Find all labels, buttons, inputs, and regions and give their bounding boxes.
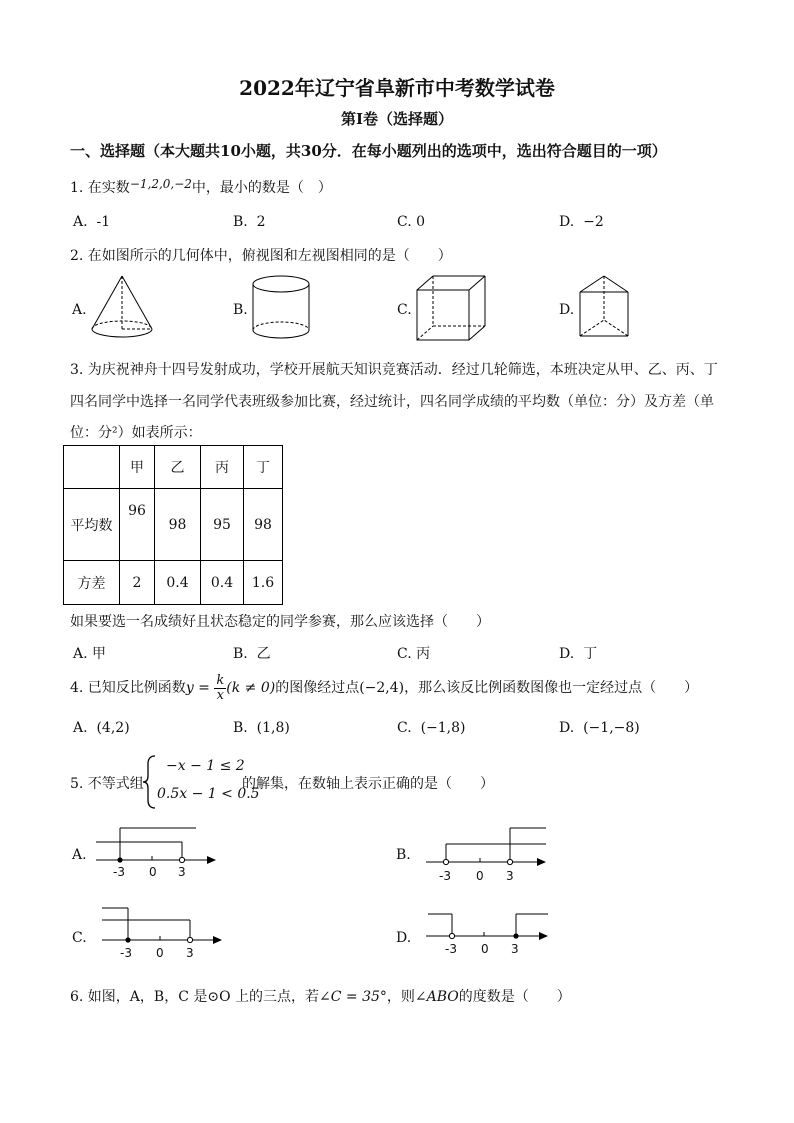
q3-line-2: 四名同学中选择一名同学代表班级参加比赛，经过统计，四名同学成绩的平均数（单位：分）及方差（单 [70, 394, 714, 410]
q6-prefix: 6. 如图，A，B，C 是⊙O 上的三点，若 [70, 989, 320, 1005]
q5-inequality-1: −x − 1 ≤ 2 [166, 758, 245, 774]
table-row-label: 平均数 [64, 489, 120, 561]
table-header-row [64, 446, 283, 489]
q5-option-d-label: D. [396, 930, 412, 946]
q1-option-d: D. −2 [559, 214, 604, 230]
q3-line-1: 3. 为庆祝神舟十四号发射成功，学校开展航天知识竞赛活动．经过几轮筛选，本班决定从甲、乙、丙、丁 [70, 362, 718, 378]
q4-option-d: D. (−1,−8) [559, 720, 640, 736]
tick-label: -3 [120, 946, 132, 960]
q3-line-3: 位：分²）如表所示： [70, 425, 202, 441]
cube-figure [414, 272, 490, 344]
table-cell: 1.6 [244, 561, 283, 605]
tick-label: 3 [506, 869, 514, 883]
tick-label: -3 [439, 869, 451, 883]
q1-option-a: A. -1 [73, 214, 111, 230]
table-row-variance [64, 561, 283, 605]
q6-angle: ∠C = 35° [319, 989, 387, 1005]
hollow-dot [449, 933, 454, 938]
q1-option-c: C. 0 [397, 214, 426, 230]
q5-option-b-label: B. [396, 847, 411, 863]
q2-option-c-label: C. [397, 302, 412, 318]
table-row-label: 方差 [64, 561, 120, 605]
q4-numerator: k [216, 672, 225, 688]
q6-suffix: 的度数是（ ） [458, 989, 571, 1005]
table-cell: 98 [244, 489, 283, 561]
number-line-c [100, 904, 230, 950]
q4-option-a: A. (4,2) [73, 720, 130, 736]
tick-label: 3 [186, 946, 194, 960]
q5-suffix: 的解集，在数轴上表示正确的是（ ） [242, 776, 494, 792]
section-heading: 一、选择题（本大题共10小题，共30分．在每小题列出的选项中，选出符合题目的一项） [70, 142, 667, 160]
q4-option-c: C. (−1,8) [397, 720, 466, 736]
solid-dot [125, 937, 130, 942]
table-cell: 95 [201, 489, 244, 561]
hollow-dot [507, 859, 512, 864]
tick-label: 0 [481, 942, 489, 956]
table-cell: 96 [120, 489, 155, 561]
solid-dot [117, 857, 122, 862]
table-cell: 0.4 [155, 561, 201, 605]
q4-mid: 的图像经过点 [275, 680, 360, 696]
tick-label: 0 [156, 946, 164, 960]
solid-dot [513, 933, 518, 938]
q3-option-d: D. 丁 [559, 646, 598, 662]
q4-suffix: ，那么该反比例函数图像也一定经过点（ ） [404, 680, 699, 696]
page-subtitle: 第I卷（选择题） [340, 110, 454, 128]
table-cell [64, 446, 120, 489]
q6-angle-abo: ∠ABO [414, 989, 459, 1005]
tick-label: -3 [445, 942, 457, 956]
q4-point: (−2,4) [359, 680, 405, 696]
q1-option-b: B. 2 [233, 214, 266, 230]
table-header-yi: 乙 [155, 446, 201, 489]
q3-after-table: 如果要选一名成绩好且状态稳定的同学参赛，那么应该选择（ ） [70, 614, 490, 630]
page-title: 2022年辽宁省阜新市中考数学试卷 [239, 76, 555, 100]
q5-option-c-label: C. [72, 930, 87, 946]
q2-option-b-label: B. [233, 302, 248, 318]
table-cell: 0.4 [201, 561, 244, 605]
q1-numbers: −1,2,0,−2 [129, 177, 192, 191]
tick-label: -3 [113, 865, 125, 879]
number-line-d [424, 904, 554, 944]
q5-inequality-2: 0.5x − 1 < 0.5 [157, 786, 260, 802]
table-header-ding: 丁 [244, 446, 283, 489]
tick-label: 3 [178, 865, 186, 879]
q1-prefix: 1. 在实数 [70, 180, 130, 196]
cone-figure [88, 272, 158, 344]
question-6 [70, 986, 571, 1006]
q1-suffix: 中，最小的数是（ ） [191, 180, 332, 196]
tick-label: 0 [149, 865, 157, 879]
tick-label: 3 [511, 942, 519, 956]
question-4 [70, 670, 698, 710]
score-table [63, 445, 283, 605]
q4-fraction [214, 674, 226, 703]
table-cell: 98 [155, 489, 201, 561]
q4-prefix: 4. 已知反比例函数 [70, 680, 186, 696]
table-row-average [64, 489, 283, 561]
q3-option-c: C. 丙 [397, 646, 431, 662]
prism-figure [576, 272, 636, 344]
q2-option-d-label: D. [559, 302, 575, 318]
q3-option-b: B. 乙 [233, 646, 271, 662]
table-header-bing: 丙 [201, 446, 244, 489]
q5-prefix: 5. 不等式组 [70, 776, 144, 792]
question-1 [70, 177, 332, 197]
q4-denominator: x [216, 687, 224, 703]
hollow-dot [187, 937, 192, 942]
q5-option-a-label: A. [72, 847, 87, 863]
hollow-dot [443, 859, 448, 864]
q6-mid: ，则 [386, 989, 415, 1005]
q4-option-b: B. (1,8) [233, 720, 290, 736]
hollow-dot [179, 857, 184, 862]
q2-option-a-label: A. [72, 302, 87, 318]
table-cell: 2 [120, 561, 155, 605]
q3-option-a: A. 甲 [73, 646, 107, 662]
q4-condition: (k ≠ 0) [226, 680, 276, 696]
tick-label: 0 [476, 869, 484, 883]
cylinder-figure [250, 272, 314, 344]
q4-y: y = [185, 680, 210, 696]
question-2: 2. 在如图所示的几何体中，俯视图和左视图相同的是（ ） [70, 248, 452, 264]
table-header-jia: 甲 [120, 446, 155, 489]
q5-brace [142, 754, 158, 810]
